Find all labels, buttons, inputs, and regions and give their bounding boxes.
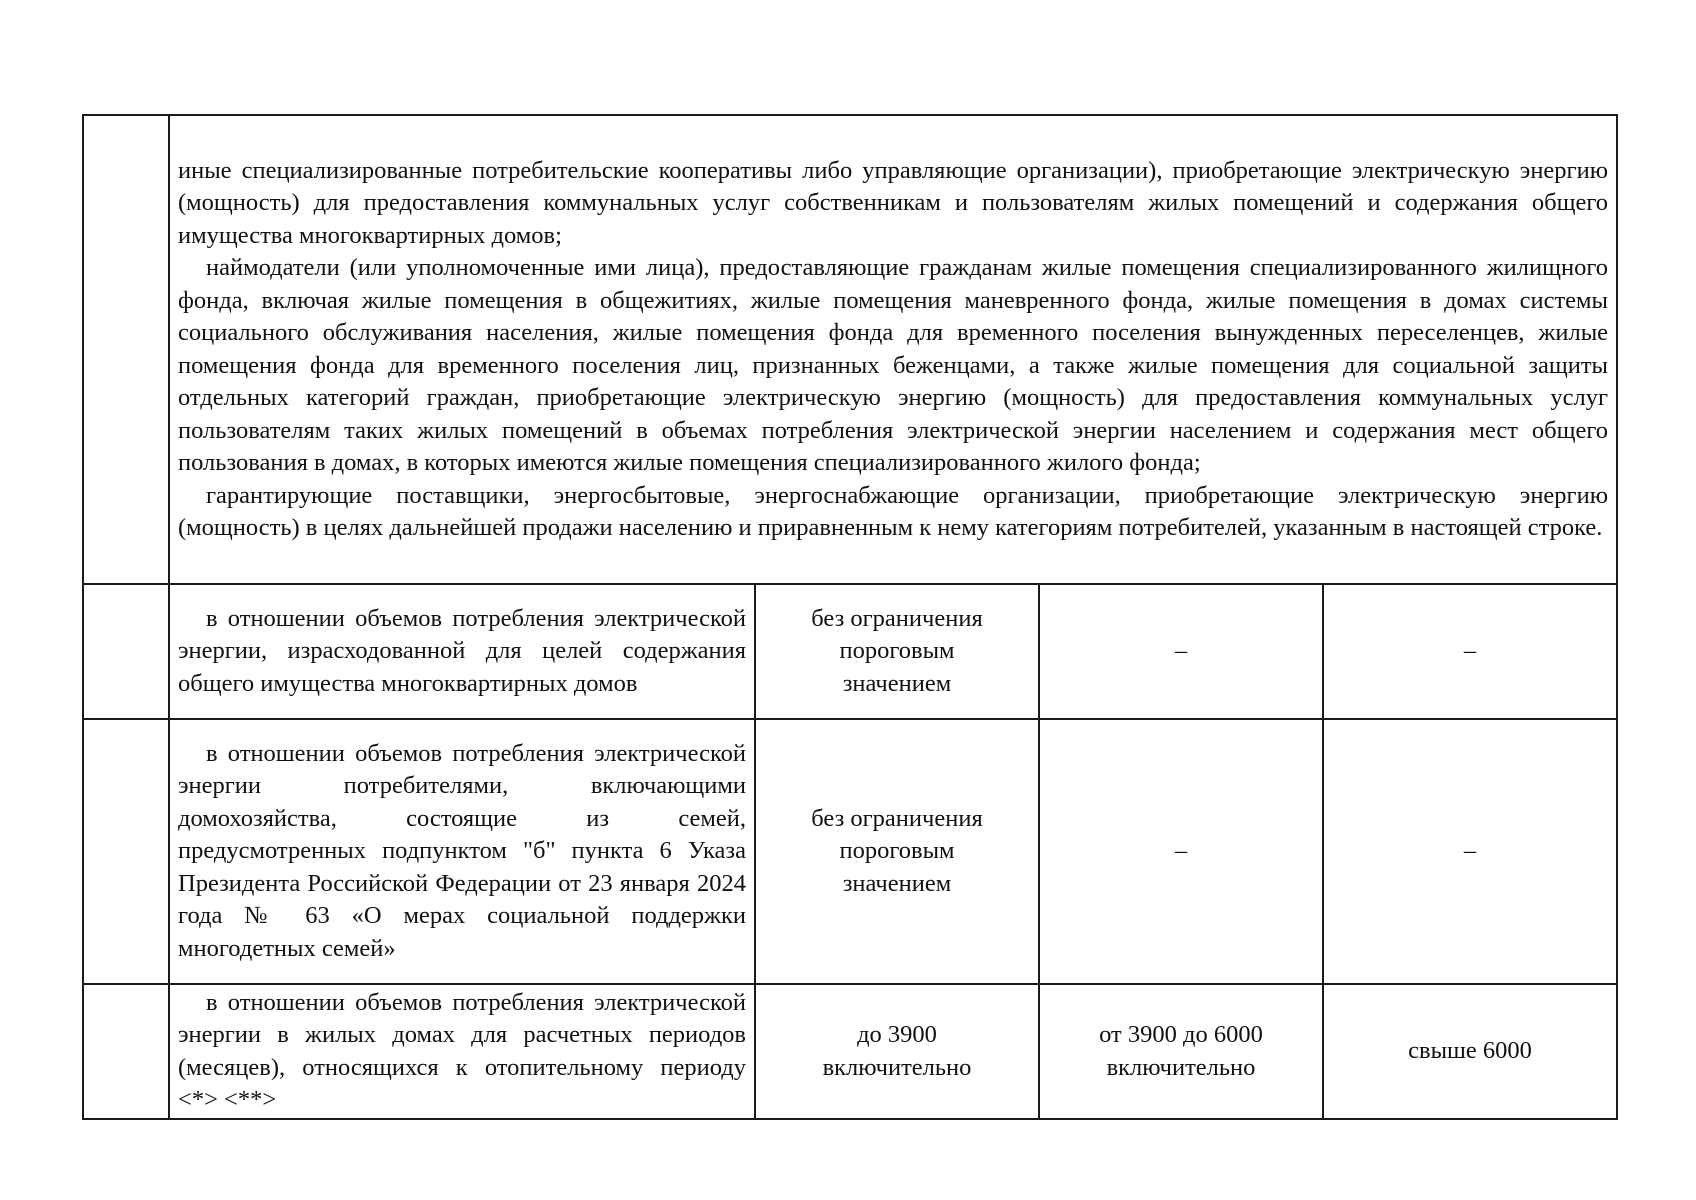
table-row <box>83 984 1617 1119</box>
threshold-value: от 3900 до 6000 <box>1099 1021 1263 1048</box>
threshold-value: без ограничения <box>811 604 983 632</box>
row-number-cell <box>83 984 169 1119</box>
row-description: в отношении объемов потребления электрической энергии потребителями, включающими домохозяйства, состоящие из семей, предусмотренных подпунктом "б" пункта 6 Указа Президента Российской Федерации от 23 января 2024 года № 63 «О мерах социальной поддержки многодетных семей» <box>178 739 746 962</box>
threshold-range-1-cell <box>755 719 1039 984</box>
threshold-value: включительно <box>1106 1053 1256 1081</box>
tariff-table <box>82 114 1618 1120</box>
threshold-value: пороговым <box>839 837 955 865</box>
threshold-range-3-cell <box>1323 984 1617 1119</box>
threshold-value: до 3900 <box>857 1021 937 1048</box>
threshold-range-2-cell <box>1039 719 1323 984</box>
row-number-cell <box>83 115 169 584</box>
threshold-range-1-cell <box>755 584 1039 719</box>
threshold-range-2-cell <box>1039 984 1323 1119</box>
row-description-cell <box>169 719 755 984</box>
row-description: в отношении объемов потребления электрической энергии, израсходованной для целей содержания общего имущества многоквартирных домов <box>178 604 746 697</box>
threshold-value: без ограничения <box>811 804 983 832</box>
table-row <box>83 719 1617 984</box>
threshold-value: значением <box>842 869 952 897</box>
table-row <box>83 584 1617 719</box>
row-description-cell <box>169 584 755 719</box>
row-description: в отношении объемов потребления электрической энергии в жилых домах для расчетных периодов (месяцев), относящихся к отопительному периоду <*> <**> <box>178 988 746 1113</box>
threshold-value: значением <box>842 669 952 697</box>
dash-value: – <box>1463 637 1477 665</box>
row-number-cell <box>83 719 169 984</box>
dash-value: – <box>1174 637 1188 665</box>
dash-value: – <box>1174 837 1188 865</box>
threshold-value: свыше 6000 <box>1408 1037 1532 1065</box>
paragraph: наймодатели (или уполномоченные ими лица), предоставляющие гражданам жилые помещения специализированного жилищного фонда, включая жилые помещения в общежитиях, жилые помещения маневренного фонда, жилые помещения в домах системы социального обслуживания населения, жилые помещения фонда для временного поселения вынужденных переселенцев, жилые помещения фонда для временного поселения лиц, признанных беженцами, а также жилые помещения для социальной защиты отдельных категорий граждан, приобретающие электрическую энергию (мощность) для предоставления коммунальных услуг пользователям таких жилых помещений в объемах потребления электрической энергии населением и содержания мест общего пользования в домах, в которых имеются жилые помещения специализированного жилого фонда; <box>178 254 1609 476</box>
dash-value: – <box>1463 837 1477 865</box>
threshold-value: пороговым <box>839 637 955 665</box>
threshold-range-3-cell <box>1323 584 1617 719</box>
paragraph: гарантирующие поставщики, энергосбытовые, энергоснабжающие организации, приобретающие электрическую энергию (мощность) в целях дальнейшей продажи населению и приравненным к нему категориям потребителей, указанным в настоящей строке. <box>178 481 1609 541</box>
table-row-intro <box>83 115 1617 584</box>
row-number-cell <box>83 584 169 719</box>
consumer-categories-cell <box>169 115 1617 584</box>
row-description-cell <box>169 984 755 1119</box>
threshold-value: включительно <box>822 1053 972 1081</box>
threshold-range-2-cell <box>1039 584 1323 719</box>
threshold-range-3-cell <box>1323 719 1617 984</box>
threshold-range-1-cell <box>755 984 1039 1119</box>
paragraph: иные специализированные потребительские кооперативы либо управляющие организации), приобретающие электрическую энергию (мощность) для предоставления коммунальных услуг собственникам и пользователям жилых помещений и содержания общего имущества многоквартирных домов; <box>178 156 1609 249</box>
